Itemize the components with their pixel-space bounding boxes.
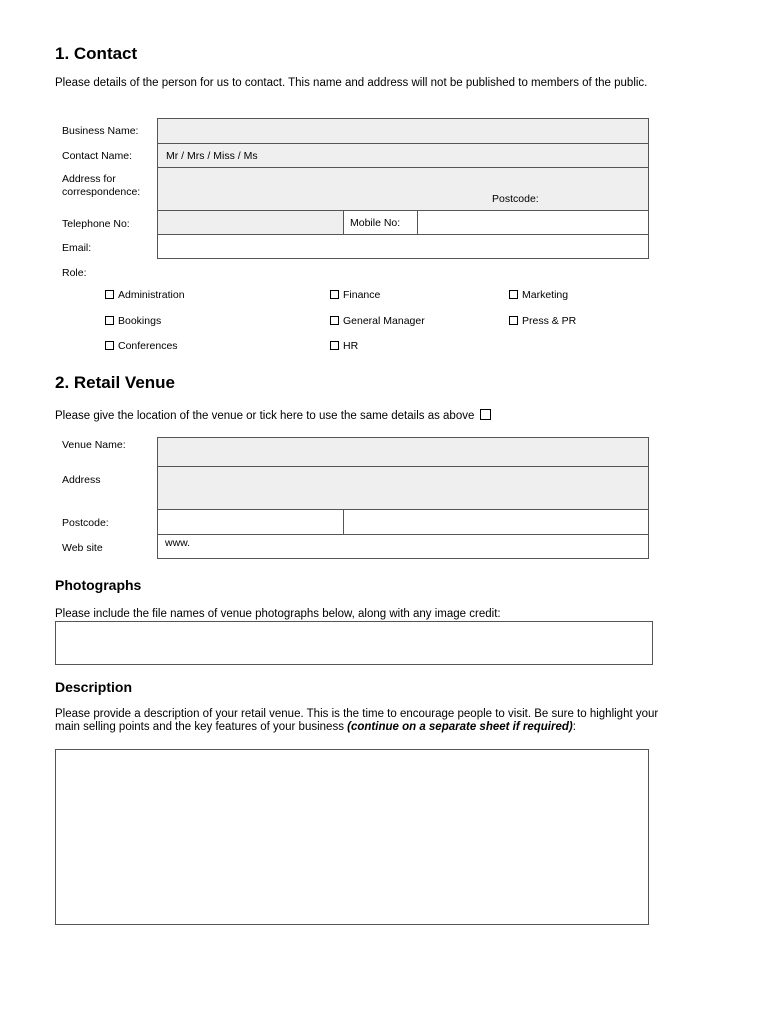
- role-bookings[interactable]: Bookings: [105, 315, 161, 327]
- description-field[interactable]: [55, 749, 649, 925]
- website-field[interactable]: [157, 534, 649, 559]
- telephone-field[interactable]: [157, 210, 344, 235]
- checkbox-icon[interactable]: [509, 290, 518, 299]
- address-label-line1: Address for: [62, 173, 116, 185]
- contact-name-label: Contact Name:: [62, 150, 133, 162]
- same-details-checkbox[interactable]: [480, 409, 491, 420]
- checkbox-icon[interactable]: [330, 316, 339, 325]
- checkbox-icon[interactable]: [330, 290, 339, 299]
- role-marketing[interactable]: Marketing: [509, 289, 568, 301]
- role-label: Role:: [62, 267, 87, 279]
- role-conferences[interactable]: Conferences: [105, 340, 178, 352]
- venue-name-field[interactable]: [157, 437, 649, 467]
- website-label: Web site: [62, 542, 103, 554]
- role-hr[interactable]: HR: [330, 340, 358, 352]
- email-label: Email:: [62, 242, 92, 254]
- photographs-intro: Please include the file names of venue photographs below, along with any image credit:: [55, 608, 501, 620]
- telephone-label: Telephone No:: [62, 218, 130, 230]
- venue-address-label: Address: [62, 474, 101, 486]
- checkbox-icon[interactable]: [330, 341, 339, 350]
- photographs-heading: Photographs: [55, 577, 142, 593]
- venue-name-label: Venue Name:: [62, 439, 126, 451]
- role-administration[interactable]: Administration: [105, 289, 185, 301]
- checkbox-icon[interactable]: [105, 316, 114, 325]
- description-intro: Please provide a description of your retail venue. This is the time to encourage people to visit. Be sure to highlight your main selling points and the key features of your business (continue on a separate sheet if required):: [55, 708, 659, 733]
- venue-heading: 2. Retail Venue: [55, 373, 175, 392]
- mobile-field[interactable]: [417, 210, 649, 235]
- venue-postcode-field[interactable]: [157, 509, 344, 535]
- business-name-field[interactable]: [157, 118, 649, 144]
- contact-name-field[interactable]: [157, 143, 649, 168]
- checkbox-icon[interactable]: [509, 316, 518, 325]
- mobile-label: Mobile No:: [350, 217, 401, 229]
- role-press-pr[interactable]: Press & PR: [509, 315, 576, 327]
- email-field[interactable]: [157, 234, 649, 259]
- role-general-manager[interactable]: General Manager: [330, 315, 425, 327]
- contact-intro: Please details of the person for us to contact. This name and address will not be published to members of the public.: [55, 77, 648, 89]
- business-name-label: Business Name:: [62, 125, 139, 137]
- contact-heading: 1. Contact: [55, 44, 138, 63]
- description-heading: Description: [55, 679, 133, 695]
- venue-intro: Please give the location of the venue or tick here to use the same details as above: [55, 409, 495, 423]
- mobile-label-cell: [343, 210, 418, 235]
- checkbox-icon[interactable]: [105, 341, 114, 350]
- venue-postcode-extra[interactable]: [343, 509, 649, 535]
- venue-address-field[interactable]: [157, 466, 649, 510]
- role-finance[interactable]: Finance: [330, 289, 380, 301]
- checkbox-icon[interactable]: [105, 290, 114, 299]
- address-field[interactable]: [157, 167, 649, 211]
- website-value: www.: [165, 537, 191, 549]
- photographs-field[interactable]: [55, 621, 653, 665]
- venue-postcode-label: Postcode:: [62, 517, 109, 529]
- address-label-line2: correspondence:: [62, 186, 141, 198]
- contact-name-value: Mr / Mrs / Miss / Ms: [166, 150, 258, 162]
- postcode-label: Postcode:: [492, 193, 539, 205]
